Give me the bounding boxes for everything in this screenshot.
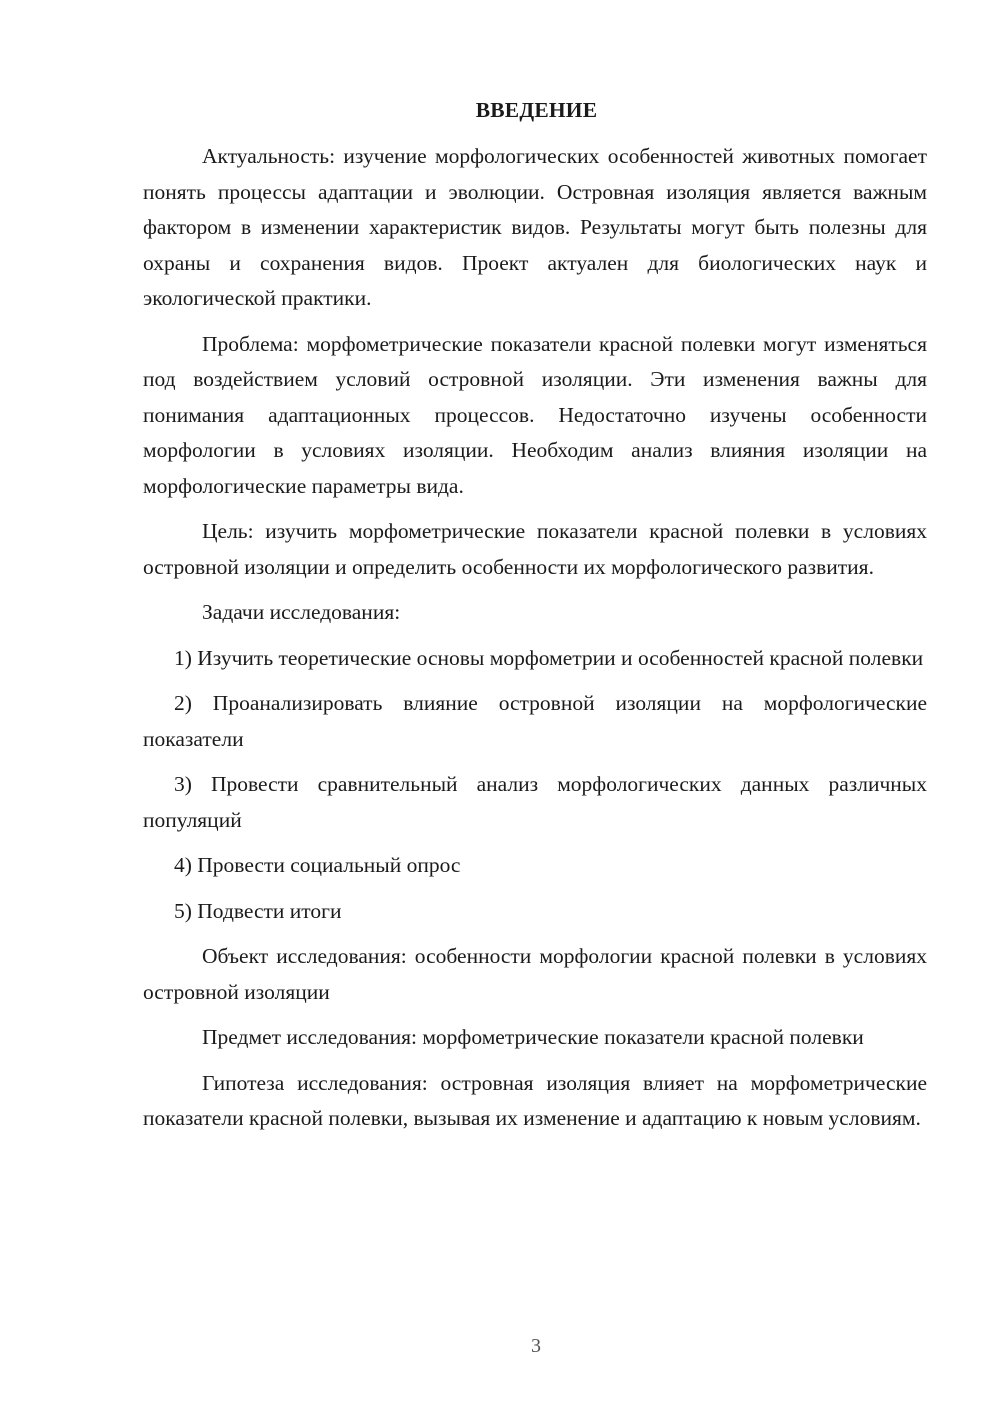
task-item-2: 2) Проанализировать влияние островной изоляции на морфологические показатели [143, 691, 927, 751]
relevance-paragraph: Актуальность: изучение морфологических особенностей животных помогает понять процессы адаптации и эволюции. Островная изоляция является важным фактором в изменении характеристик видов. Результаты могут быть полезны для охраны и сохранения видов. Проект актуален для биологических наук и экологической практики. [143, 144, 927, 310]
problem-paragraph: Проблема: морфометрические показатели красной полевки могут изменяться под воздействием условий островной изоляции. Эти изменения важны для понимания адаптационных процессов. Недостаточно изучены особенности морфологии в условиях изоляции. Необходим анализ влияния изоляции на морфологические параметры вида. [143, 331, 927, 498]
hypothesis-paragraph: Гипотеза исследования: островная изоляция влияет на морфометрические показатели красной полевки, вызывая их изменение и адаптацию к новым условиям. [143, 1070, 927, 1130]
goal-paragraph: Цель: изучить морфометрические показатели красной полевки в условиях островной изоляции и определить особенности их морфологического развития. [143, 519, 927, 579]
task-item-3: 3) Провести сравнительный анализ морфологических данных различных популяций [143, 772, 927, 832]
object-paragraph: Объект исследования: особенности морфологии красной полевки в условиях островной изоляции [143, 944, 927, 1004]
task-item-4: 4) Провести социальный опрос [174, 853, 461, 877]
task-item-5: 5) Подвести итоги [174, 898, 342, 923]
task-item-1: 1) Изучить теоретические основы морфометрии и особенностей красной полевки [174, 645, 924, 670]
subject-paragraph: Предмет исследования: морфометрические показатели красной полевки [202, 1025, 864, 1049]
section-heading: ВВЕДЕНИЕ [475, 98, 598, 122]
page-body [143, 93, 927, 1147]
tasks-heading: Задачи исследования: [202, 600, 401, 624]
page-number: 3 [531, 1335, 541, 1357]
